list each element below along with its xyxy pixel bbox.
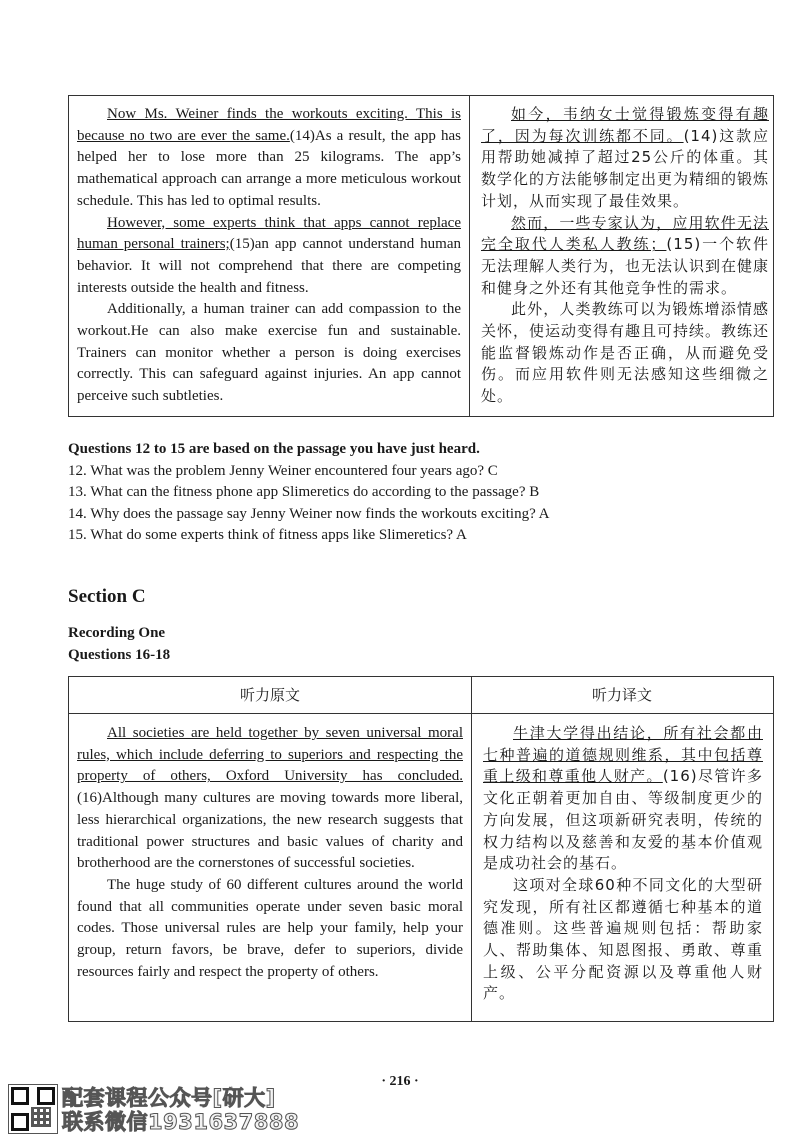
english-paragraph-1 (77, 104, 461, 213)
paragraph-text: (14)As a result, the app has helped her to lose more than 25 kilograms. The app’s mathematical approach can arrange a more meticulous workout schedule. This has led to optimal results. (77, 127, 461, 209)
paragraph-text: (16)尽管许多文化正朝着更加自由、等级制度更少的方向发展，但这项新研究表明，传统的权力结构以及慈善和友爱的基本价值观是成功社会的基石。 (483, 767, 763, 873)
chinese-column (483, 723, 763, 1005)
underlined-answer-15: However, some experts think that apps cannot replace human personal trainers; (77, 214, 461, 253)
section-title: Section C (68, 586, 146, 607)
page-number: · 216 · (381, 1074, 419, 1089)
transcript-table-1 (68, 95, 774, 417)
chinese-column (481, 104, 769, 408)
english-column (77, 723, 463, 983)
chinese-paragraph-1 (481, 104, 769, 213)
chinese-paragraph-2 (481, 213, 769, 300)
underlined-answer-14: Now Ms. Weiner finds the workouts exciting. This is because no two are ever the same. (77, 106, 461, 144)
english-paragraph-3: Additionally, a human trainer can add compassion to the workout.He can also make exercise fun and sustainable. Trainers can monitor whether a person is doing exercises correctly. This can safeguard against injuries. An app cannot perceive such subtleties. (77, 301, 461, 405)
header-translation: 听力译文 (591, 686, 652, 704)
column-divider (471, 677, 472, 1021)
underlined-translation-16: 牛津大学得出结论，所有社会都由七种普遍的道德规则维系，其中包括尊重上级和尊重他人财产。 (483, 724, 763, 786)
chinese-paragraph-2: 这项对全球60种不同文化的大型研究发现，所有社区都遵循七种基本的道德准则。这些普遍规则包括：帮助家人、帮助集体、知恩图报、勇敢、尊重上级、公平分配资源以及尊重他人财产。 (483, 875, 763, 1003)
transcript-table-2 (68, 676, 774, 1022)
underlined-translation-14: 如今，韦纳女士觉得锻炼变得有趣了，因为每次训练都不同。 (481, 105, 769, 145)
chinese-paragraph-3: 此外，人类教练可以为锻炼增添情感关怀，使运动变得有趣且可持续。教练还能监督锻炼动作是否正确，从而避免受伤。而应用软件则无法感知这些细微之处。 (481, 300, 770, 406)
watermark-line-1: 配套课程公众号[研大] (62, 1086, 276, 1110)
english-paragraph-2: The huge study of 60 different cultures around the world found that all communities operate under seven basic moral codes. Those universal rules are help your family, help your group, return favors, be brave, defer to superiors, divide resources fairly and respect the property of others. (77, 876, 463, 980)
recording-title: Recording One (68, 625, 166, 641)
questions-range: Questions 16-18 (68, 647, 171, 663)
paragraph-text: (14)这款应用帮助她减掉了超过25公斤的体重。其数学化的方法能够制定出更为精细的锻炼计划，从而实现了最佳效果。 (481, 126, 770, 210)
header-divider (69, 713, 773, 714)
underlined-translation-15: 然而，一些专家认为，应用软件无法完全取代人类私人教练； (481, 213, 769, 254)
questions-heading: Questions 12 to 15 are based on the passage you have just heard. (68, 441, 480, 457)
column-divider (469, 96, 470, 416)
underlined-answer-16: All societies are held together by seven universal moral rules, which include deferring to superiors and respecting the property of others, Oxford University has concluded. (77, 725, 463, 785)
paragraph-text: (16)Although many cultures are moving towards more liberal, less hierarchical organizations, the new research suggests that traditional power structures and basic values of charity and brotherhood are the cornerstones of successful societies. (77, 790, 463, 872)
english-paragraph-2 (77, 213, 461, 300)
recording-heading (68, 622, 170, 666)
question-item: 15. What do some experts think of fitness apps like Slimeretics? A (68, 527, 467, 544)
question-item: 14. Why does the passage say Jenny Weiner now finds the workouts exciting? A (68, 505, 550, 522)
question-item: 12. What was the problem Jenny Weiner encountered four years ago? C (68, 462, 498, 479)
watermark-line-2: 联系微信1931637888 (62, 1110, 300, 1134)
question-item: 13. What can the fitness phone app Slimeretics do according to the passage? B (68, 484, 540, 501)
questions-block (68, 439, 768, 547)
chinese-paragraph-1 (483, 723, 763, 875)
english-column (77, 104, 461, 408)
english-paragraph-1 (77, 723, 463, 875)
qr-code-icon (8, 1084, 58, 1134)
header-original-text: 听力原文 (239, 686, 300, 704)
paragraph-text: (15)一个软件无法理解人类行为，也无法认识到在健康和健身之外还有其他竞争性的需求。 (481, 235, 770, 297)
paragraph-text: (15)an app cannot understand human behavior. It will not comprehend that there are competing interests outside the health and fitness. (77, 236, 461, 296)
